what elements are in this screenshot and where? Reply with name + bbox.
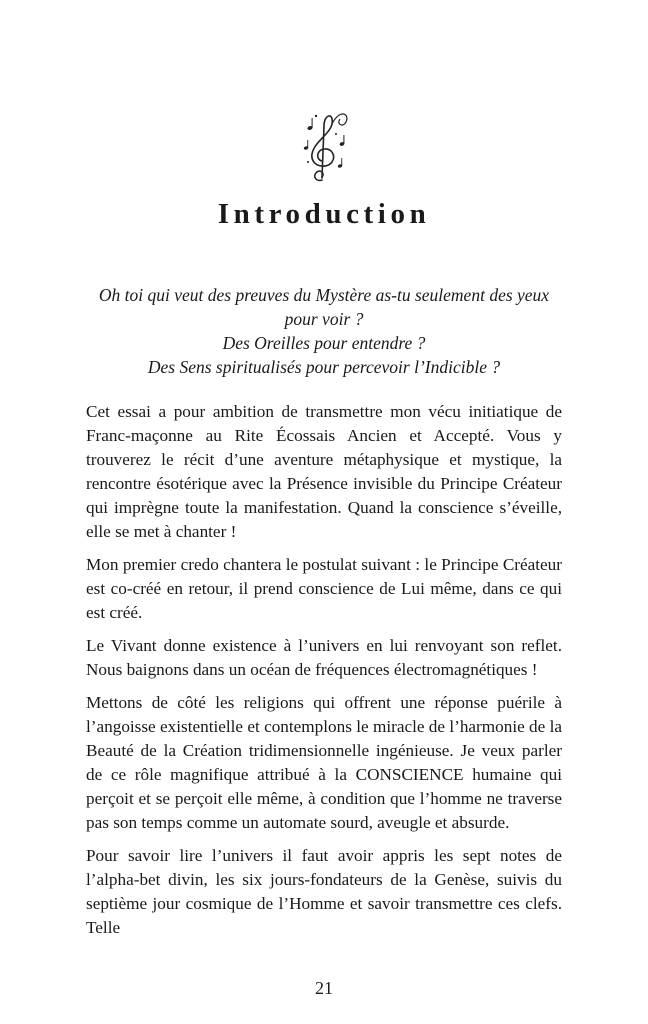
paragraph: Mon premier credo chantera le postulat suivant : le Principe Créateur est co-créé en retour, il prend conscience de Lui même, dans ce qui est créé.	[86, 555, 562, 622]
paragraph: Cet essai a pour ambition de transmettre mon vécu initiatique de Franc-maçonne au Rite Écossais Ancien et Accepté. Vous y trouverez le récit d’une aventure métaphysique et mystique, la rencontre ésotérique avec la Présence invisible du Principe Créateur qui imprègne toute la manifestation. Quand la conscience s’éveille, elle se met à chanter !	[86, 402, 562, 541]
epigraph-line: Des Sens spiritualisés pour percevoir l’Indicible ?	[147, 357, 501, 377]
epigraph-line: Des Oreilles pour entendre ?	[222, 333, 426, 353]
epigraph-line: pour voir ?	[284, 309, 364, 329]
epigraph-line: Oh toi qui veut des preuves du Mystère as-tu seulement des yeux	[98, 285, 550, 305]
paragraph: Le Vivant donne existence à l’univers en lui renvoyant son reflet. Nous baignons dans un océan de fréquences électromagnétiques !	[86, 636, 562, 679]
treble-clef-music-notes-icon	[296, 104, 352, 186]
paragraph: Mettons de côté les religions qui offrent une réponse puérile à l’angoisse existentielle et contemplons le miracle de l’harmonie de la Beauté de la Création tridimensionnelle ingénieuse. Je veux parler de ce rôle magnifique attribué à la CONSCIENCE humaine qui perçoit et se perçoit elle même, à condition que l’homme ne traverse pas son temps comme un automate sourd, aveugle et absurde.	[86, 693, 562, 832]
page-number: 21	[315, 978, 333, 998]
body-text	[86, 400, 562, 949]
paragraph: Pour savoir lire l’univers il faut avoir appris les sept notes de l’alpha-bet divin, les six jours-fondateurs de la Genèse, suivis du septième jour cosmique de l’Homme et savoir transmettre ces clefs. Telle	[86, 846, 562, 937]
epigraph	[86, 283, 562, 379]
page-title: Introduction	[217, 198, 431, 230]
